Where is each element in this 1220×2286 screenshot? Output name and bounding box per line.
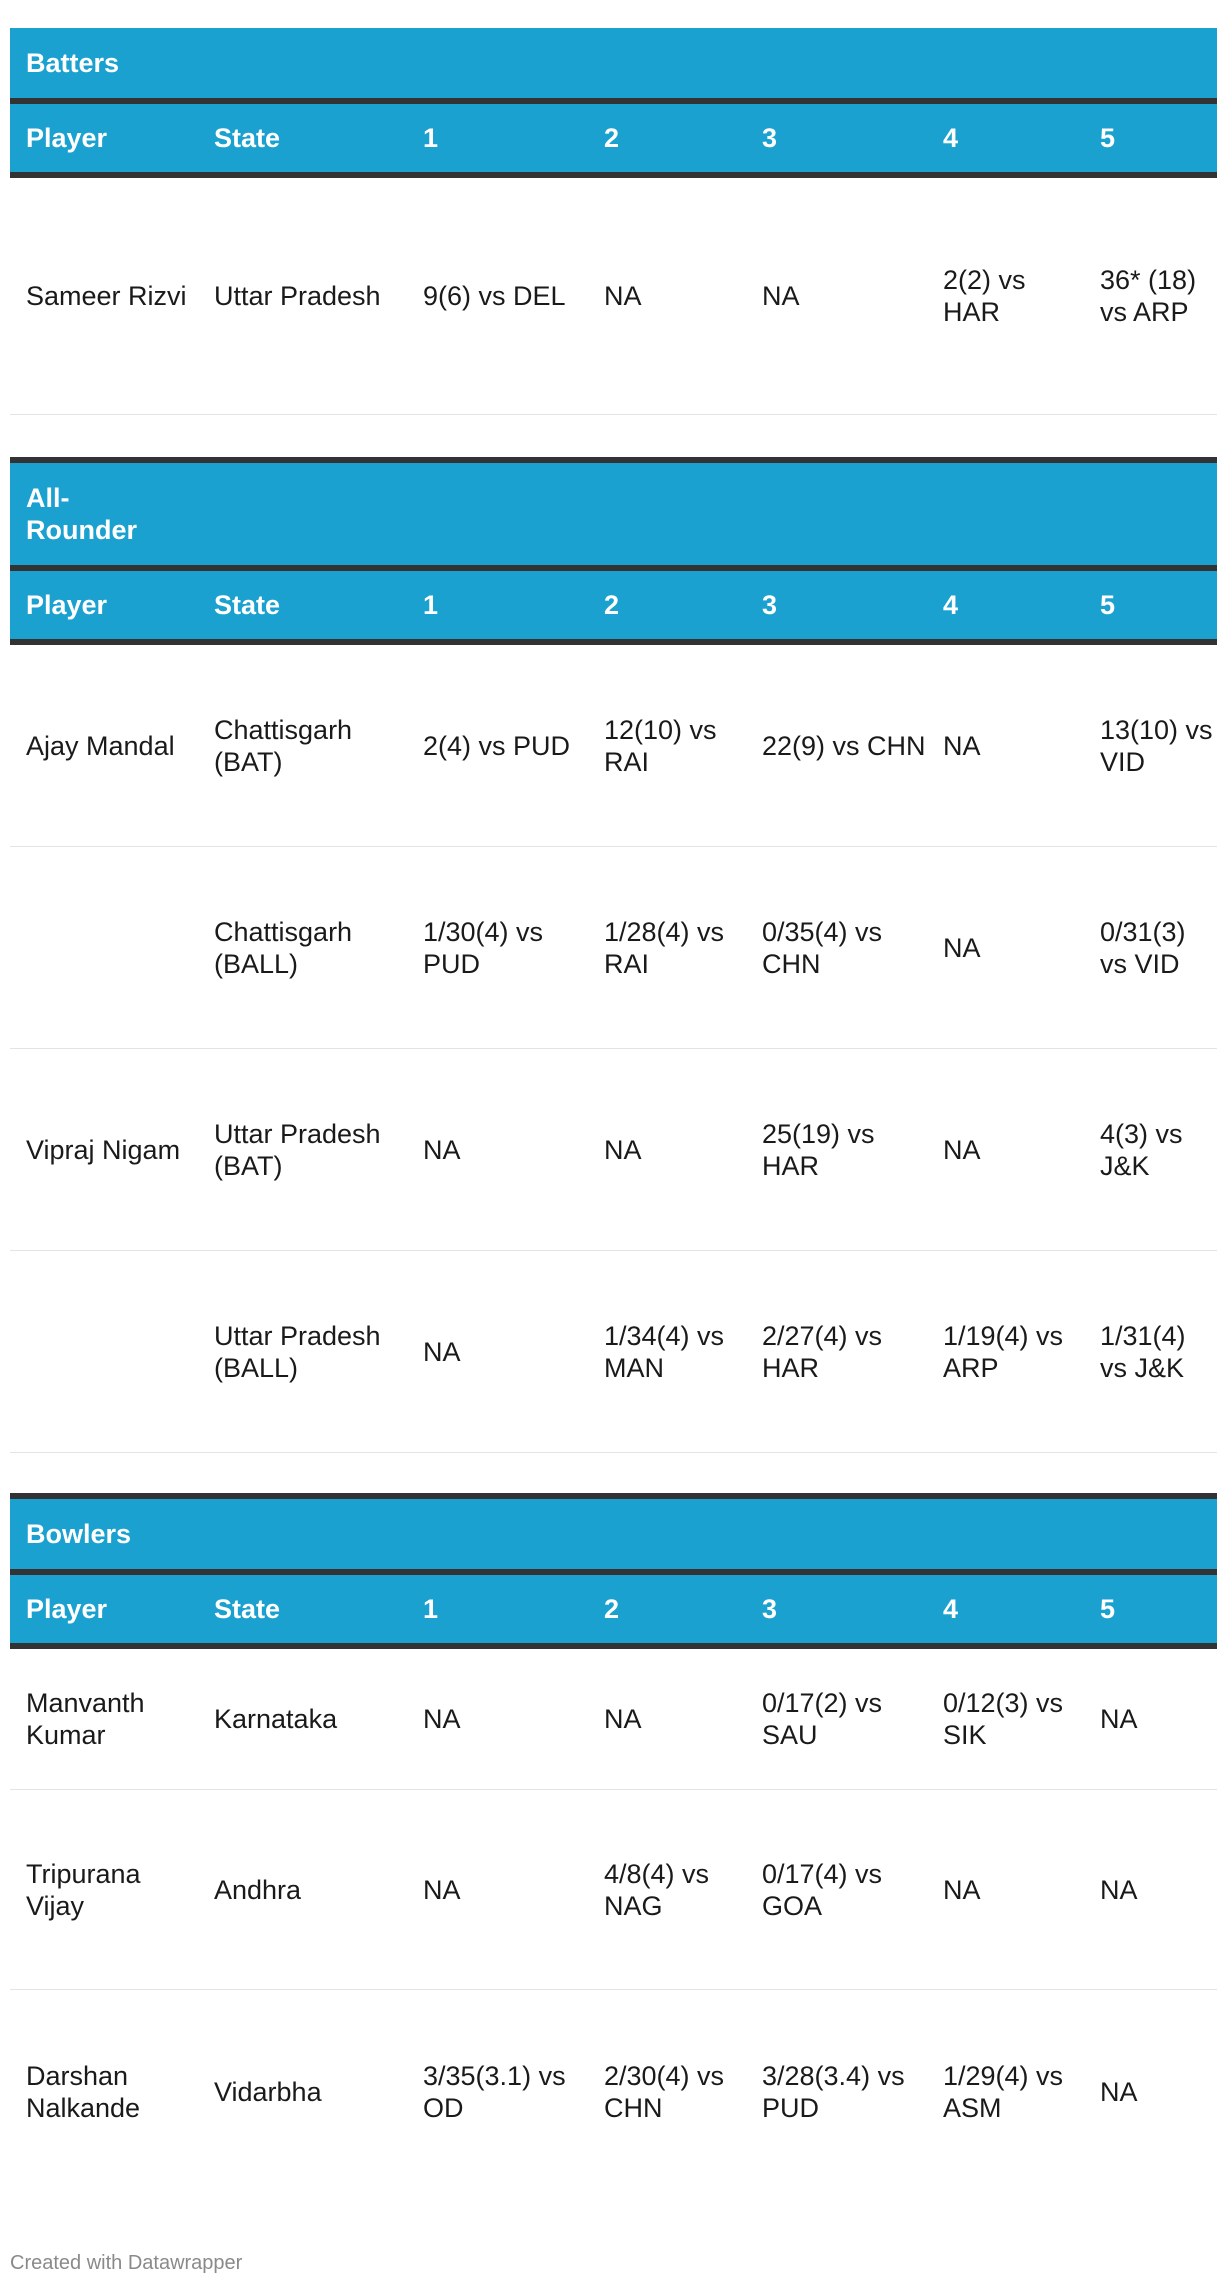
cell-match-5: NA [1100,2076,1138,2107]
cell-match-1: 2(4) vs PUD [423,730,571,761]
header-match-5: 5 [1100,122,1116,153]
table-row [10,1251,1217,1453]
header-match-1: 1 [423,122,439,153]
section-title: Bowlers [10,1499,1217,1569]
cell-match-3: 0/17(2) vs SAU [762,1688,883,1750]
cell-player: Ajay Mandal [26,730,175,761]
header-player: Player [26,122,108,153]
section-title: All-Rounder [10,463,1217,565]
cell-state: Uttar Pradesh (BALL) [214,1320,381,1383]
cell-state: Andhra [214,1874,302,1905]
cell-state: Vidarbha [214,2076,322,2107]
section-bowlers [10,1493,1217,2193]
cell-match-5: 36* (18) vs ARP [1100,265,1197,327]
header-match-3: 3 [762,1593,778,1624]
header-state: State [214,1593,281,1624]
table-row [10,645,1217,847]
cell-match-5: NA [1100,1704,1138,1734]
cell-match-1: 1/30(4) vs PUD [423,916,544,979]
cell-match-5: NA [1100,1874,1138,1905]
table-row [10,1990,1217,2193]
table-row [10,847,1217,1049]
header-player: Player [26,589,108,620]
cell-match-3: 2/27(4) vs HAR [762,1320,883,1383]
cell-match-5: 1/31(4) vs J&K [1100,1320,1186,1383]
cell-match-3: 0/35(4) vs CHN [762,916,883,979]
table-row [10,1649,1217,1790]
footer-credit: Created with Datawrapper [10,2252,243,2274]
header-match-2: 2 [604,122,620,153]
cell-match-3: NA [762,281,800,311]
table-container [10,28,1217,2193]
cell-player: Sameer Rizvi [26,281,187,311]
cell-player: Manvanth Kumar [26,1688,145,1750]
cell-match-4: NA [943,1874,981,1905]
cell-match-1: NA [423,1134,461,1165]
cell-match-4: 2(2) vs HAR [943,265,1026,327]
cell-match-1: NA [423,1336,461,1367]
cell-match-4: NA [943,730,981,761]
cell-match-1: 3/35(3.1) vs OD [423,2060,566,2123]
table-row [10,1790,1217,1990]
header-match-5: 5 [1100,1593,1116,1624]
header-match-2: 2 [604,1593,620,1624]
cell-match-2: 2/30(4) vs CHN [604,2060,725,2123]
header-match-1: 1 [423,589,439,620]
section-title: Batters [10,28,1217,98]
header-row [10,571,1217,639]
cell-player: Darshan Nalkande [26,2060,141,2123]
cell-match-2: NA [604,281,642,311]
cell-state: Uttar Pradesh [214,281,381,311]
cell-match-5: 0/31(3) vs VID [1100,916,1186,979]
cell-match-4: 1/29(4) vs ASM [943,2060,1064,2123]
cell-match-2: 1/28(4) vs RAI [604,916,725,979]
cell-match-2: 1/34(4) vs MAN [604,1320,725,1383]
cell-state: Karnataka [214,1704,338,1734]
cell-match-1: 9(6) vs DEL [423,281,566,311]
cell-match-1: NA [423,1874,461,1905]
header-row [10,1575,1217,1643]
cell-player: Tripurana Vijay [26,1858,141,1921]
header-match-4: 4 [943,122,959,153]
cell-match-3: 25(19) vs HAR [762,1118,875,1181]
cell-match-2: NA [604,1704,642,1734]
cell-match-2: 4/8(4) vs NAG [604,1858,710,1921]
section-batters [10,28,1217,415]
cell-player: Vipraj Nigam [26,1134,181,1165]
cell-match-2: NA [604,1134,642,1165]
header-match-3: 3 [762,589,778,620]
header-match-1: 1 [423,1593,439,1624]
cell-match-4: NA [943,1134,981,1165]
cell-match-3: 0/17(4) vs GOA [762,1858,883,1921]
header-match-2: 2 [604,589,620,620]
cell-match-3: 3/28(3.4) vs PUD [762,2060,905,2123]
header-state: State [214,122,281,153]
cell-state: Uttar Pradesh (BAT) [214,1118,381,1181]
cell-state: Chattisgarh (BALL) [214,916,353,979]
cell-state: Chattisgarh (BAT) [214,714,353,777]
cell-match-2: 12(10) vs RAI [604,714,717,777]
header-match-3: 3 [762,122,778,153]
table-row [10,178,1217,415]
cell-match-4: 0/12(3) vs SIK [943,1688,1064,1750]
header-match-4: 4 [943,1593,959,1624]
cell-match-5: 4(3) vs J&K [1100,1118,1183,1181]
table-row [10,1049,1217,1251]
header-state: State [214,589,281,620]
cell-match-3: 22(9) vs CHN [762,730,926,761]
header-row [10,104,1217,172]
header-match-5: 5 [1100,589,1116,620]
cell-match-5: 13(10) vs VID [1100,714,1213,777]
cell-match-4: NA [943,932,981,963]
header-match-4: 4 [943,589,959,620]
cell-match-4: 1/19(4) vs ARP [943,1320,1064,1383]
cell-match-1: NA [423,1704,461,1734]
section-all-rounder [10,457,1217,1453]
header-player: Player [26,1593,108,1624]
